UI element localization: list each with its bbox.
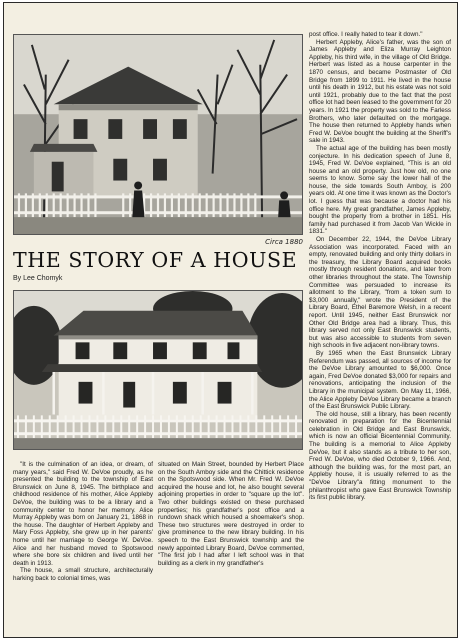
library-house-photo <box>13 290 303 450</box>
paragraph: "It is the culmination of an idea, or dream, of many years," said Fred W. DeVoe proudly, as he presented the building to the township of East Brunswick on June 8, 1945. The birthplace and childhood residence of his mother, Alice Appleby DeVoe, the building was to be a library and a community center to honor her memory. Alice Murray Appleby was born on January 21, 1868 in the house. The daughter of Herbert Appleby and Mary Foss Appleby, she grew up in her parents' home until her marriage to George W. DeVoe. Alice and her husband moved to Spotswood where she bore six children and lived until her death in 1913. <box>13 461 153 567</box>
paragraph: By 1965 when the East Brunswick Library Referendum was passed, all sources of income for the DeVoe Library amounted to $6,000. Once again, Fred DeVoe donated $3,000 for repairs and renovations, anticipating the inclusion of the Library in the municipal system. On May 11, 1966, the Alice Appleby DeVoe Library became a branch of the East Brunswick Public Library. <box>309 349 451 411</box>
paragraph: post office. I really hated to tear it down." <box>309 31 423 38</box>
paragraph: The old house, still a library, has been recently renovated in preparation for the Bicentennial celebration in Old Bridge and East Brunswick, which is now an official Bicentennial Community. The building is a memorial to Alice Appleby DeVoe, but it also stands as a tribute to her son, Fred W. DeVoe, who died October 9, 1966. And, although the building was, for the most part, an Appleby house, it is usually referred to as the "DeVoe Library"a fitting monument to the philanthropist who gave East Brunswick Township its first public library. <box>309 410 451 502</box>
photo-caption: Circa 1880 <box>265 238 303 246</box>
bottom-left-text-column <box>13 461 153 637</box>
article-byline: By Lee Chomyk <box>13 275 63 282</box>
magazine-page <box>3 2 458 638</box>
paragraph: On December 22, 1944, the DeVoe Library Association was incorporated. Faced with an empty, renovated building and only thirty dollars in the treasury, the Library Board acquired books mostly through resident donations, and later from other libraries throughout the state. The Township Committee was persuaded to increase its allotment to the Library, "from a token sum to $3,000 annually," wrote the President of the Library Board, Ethel Baremore Welsh, in a recent report. Until 1945, neither East Brunswick nor Other Old Bridge area had a library. Thus, this library served not only East Brunswick students, but was also accessible to students from seven high schools in five adjacent non-library towns. <box>309 236 451 350</box>
paragraph: Herbert Appleby, Alice's father, was the son of James Appleby and Eliza Murray Leighton Appleby, his third wife, in the village of Old Bridge. Herbert was listed as a house carpenter in the 1870 census, and became Postmaster of Old Bridge from 1899 to 1911. He lived in the house until his death in 1912, but his estate was not sold until 1921, probably due to the fact that the post office lot had been leased to the government for 20 years. In 1921 the property was sold to the Farless Brothers, who later defaulted on the mortgage. The house then returned to Appleby hands when Fred W. DeVoe bought the building at the Sheriff's sale in 1943. <box>309 38 451 145</box>
paragraph: The actual age of the building has been mostly conjecture. In his dedication speech of June 8, 1945, Fred W. DeVoe explained, "This is an old house and an old property. Just how old, no one seems to know. Some say the lower hall of the house, the side towards South Amboy, is 200 years old. At one time it was known as the Doctor's lot. I guess that was because a doctor had his office here. My great grandfather, James Appleby, bought the property from a brother in 1851. His family had purchased it from Jacob Van Wickle in 1831." <box>309 144 451 236</box>
historic-house-illustration <box>14 35 302 234</box>
historic-house-photo-circa-1880 <box>13 34 303 235</box>
article-headline: THE STORY OF A HOUSE <box>13 248 298 272</box>
paragraph: The house, a small structure, architecturally harking back to colonial times, was <box>13 567 153 582</box>
right-text-column <box>309 31 451 633</box>
paragraph: situated on Main Street, bounded by Herbert Place on the South Amboy side and the Chittick residence on the Spotswood side. When Mr. Fred W. DeVoe acquired the house and lot, he also bought several adjoining properties in order to "square up the lot". Two other buildings existed on these purchased properties; his grandfather's post office and a rundown shack which housed a shoemaker's shop. These two structures were destroyed in order to give prominence to the new library building. In his speech to the East Brunswick township and the newly appointed Library Board, DeVoe commented, "The first job I had after I left school was in that building as a clerk in my grandfather's <box>158 461 304 567</box>
library-house-illustration <box>14 291 302 449</box>
bottom-middle-text-column <box>158 461 304 637</box>
